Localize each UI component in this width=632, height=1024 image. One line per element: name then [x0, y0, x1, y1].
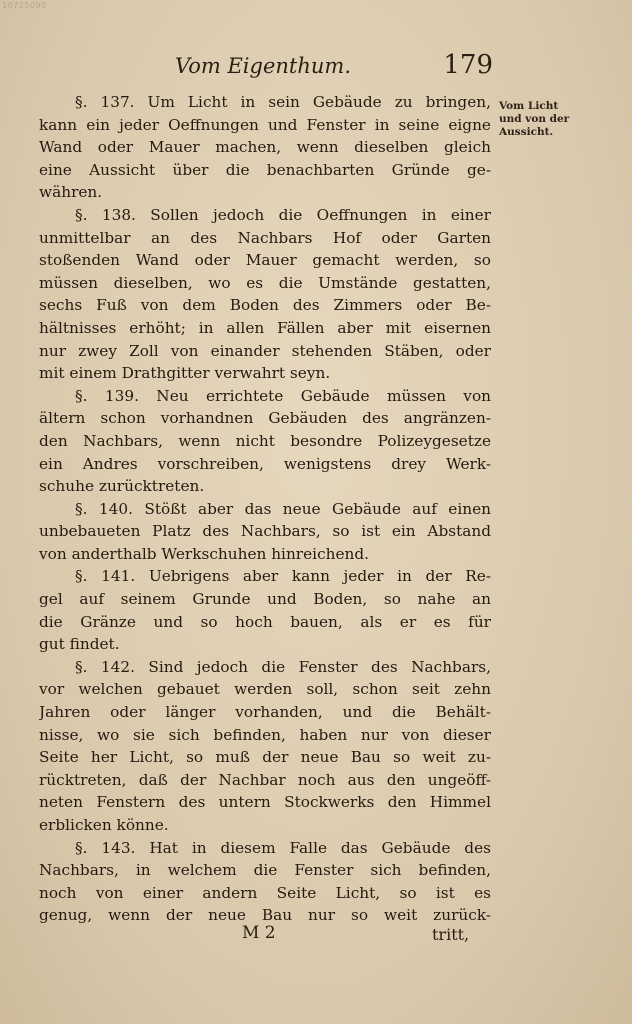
margin-note — [499, 100, 577, 139]
paragraph-section-139 — [39, 385, 491, 498]
text-line: stoßenden Wand oder Mauer gemacht werden, so — [39, 251, 491, 270]
text-line: noch von einer andern Seite Licht, so ist es — [39, 883, 491, 902]
running-title: Vom Eigenthum. — [175, 54, 351, 78]
text-line: neten Fenstern des untern Stockwerks den Himmel — [39, 793, 491, 812]
text-line: gel auf seinem Grunde und Boden, so nahe an — [39, 590, 491, 609]
text-line: eine Aussicht über die benachbarten Gründe ge- — [39, 160, 491, 179]
catchword: tritt, — [432, 925, 470, 944]
paragraph-section-138 — [39, 204, 491, 385]
text-line: hältnisses erhöht; in allen Fällen aber mit eisernen — [39, 318, 491, 337]
text-line: Wand oder Mauer machen, wenn dieselben gleich — [39, 138, 491, 157]
text-line: gut findet. — [39, 635, 120, 654]
text-line: §. 141. Uebrigens aber kann jeder in der Re- — [75, 567, 491, 586]
text-line: Jahren oder länger vorhanden, und die Behält- — [39, 703, 491, 722]
text-line: §. 140. Stößt aber das neue Gebäude auf einen — [75, 499, 491, 518]
text-line: den Nachbars, wenn nicht besondre Polizeygesetze — [39, 431, 491, 450]
text-line: währen. — [39, 183, 103, 202]
text-line: §. 142. Sind jedoch die Fenster des Nachbars, — [75, 657, 491, 676]
text-line: ein Andres vorschreiben, wenigstens drey Werk- — [39, 454, 491, 473]
text-line: vor welchen gebauet werden soll, schon seit zehn — [39, 680, 491, 699]
margin-note-line: und von der — [499, 113, 570, 125]
margin-note-line: Vom Licht — [499, 100, 559, 112]
text-line: unmittelbar an des Nachbars Hof oder Garten — [39, 228, 491, 247]
paragraph-section-140 — [39, 498, 491, 566]
text-line: §. 138. Sollen jedoch die Oeffnungen in einer — [75, 205, 491, 224]
text-line: nur zwey Zoll von einander stehenden Stäben, oder — [39, 341, 491, 360]
text-line: nisse, wo sie sich befinden, haben nur von dieser — [39, 725, 491, 744]
body-text — [39, 91, 491, 927]
page-number: 179 — [443, 50, 493, 80]
text-line: genug, wenn der neue Bau nur so weit zurück- — [39, 906, 491, 925]
text-line: die Gränze und so hoch bauen, als er es für — [39, 612, 491, 631]
text-line: erblicken könne. — [39, 816, 169, 834]
text-line: ältern schon vorhandnen Gebäuden des angränzen- — [39, 409, 491, 428]
paragraph-section-141 — [39, 565, 491, 655]
paragraph-section-137 — [39, 91, 491, 204]
text-line: §. 137. Um Licht in sein Gebäude zu bringen, — [75, 93, 491, 111]
running-head — [175, 48, 493, 82]
text-line: müssen dieselben, wo es die Umstände gestatten, — [39, 273, 491, 292]
paragraph-section-143 — [39, 837, 491, 927]
signature-mark: M 2 — [242, 923, 276, 943]
text-line: unbebaueten Platz des Nachbars, so ist ein Abstand — [39, 522, 491, 541]
margin-note-line: Aussicht. — [499, 126, 554, 138]
text-line: §. 143. Hat in diesem Falle das Gebäude des — [75, 838, 491, 857]
paragraph-section-142 — [39, 656, 491, 837]
text-line: von anderthalb Werkschuhen hinreichend. — [39, 544, 370, 563]
text-line: §. 139. Neu errichtete Gebäude müssen von — [75, 386, 491, 405]
text-line: Nachbars, in welchem die Fenster sich befinden, — [39, 861, 491, 880]
text-line: schuhe zurücktreten. — [39, 477, 205, 496]
text-line: sechs Fuß von dem Boden des Zimmers oder Be- — [39, 296, 491, 315]
text-line: rücktreten, daß der Nachbar noch aus den ungeöff- — [39, 770, 491, 789]
text-line: mit einem Drathgitter verwahrt seyn. — [39, 364, 331, 383]
library-stamp: 10725090 — [2, 1, 47, 10]
text-line: kann ein jeder Oeffnungen und Fenster in seine eigne — [39, 115, 491, 134]
text-line: Seite her Licht, so muß der neue Bau so weit zu- — [39, 748, 491, 767]
